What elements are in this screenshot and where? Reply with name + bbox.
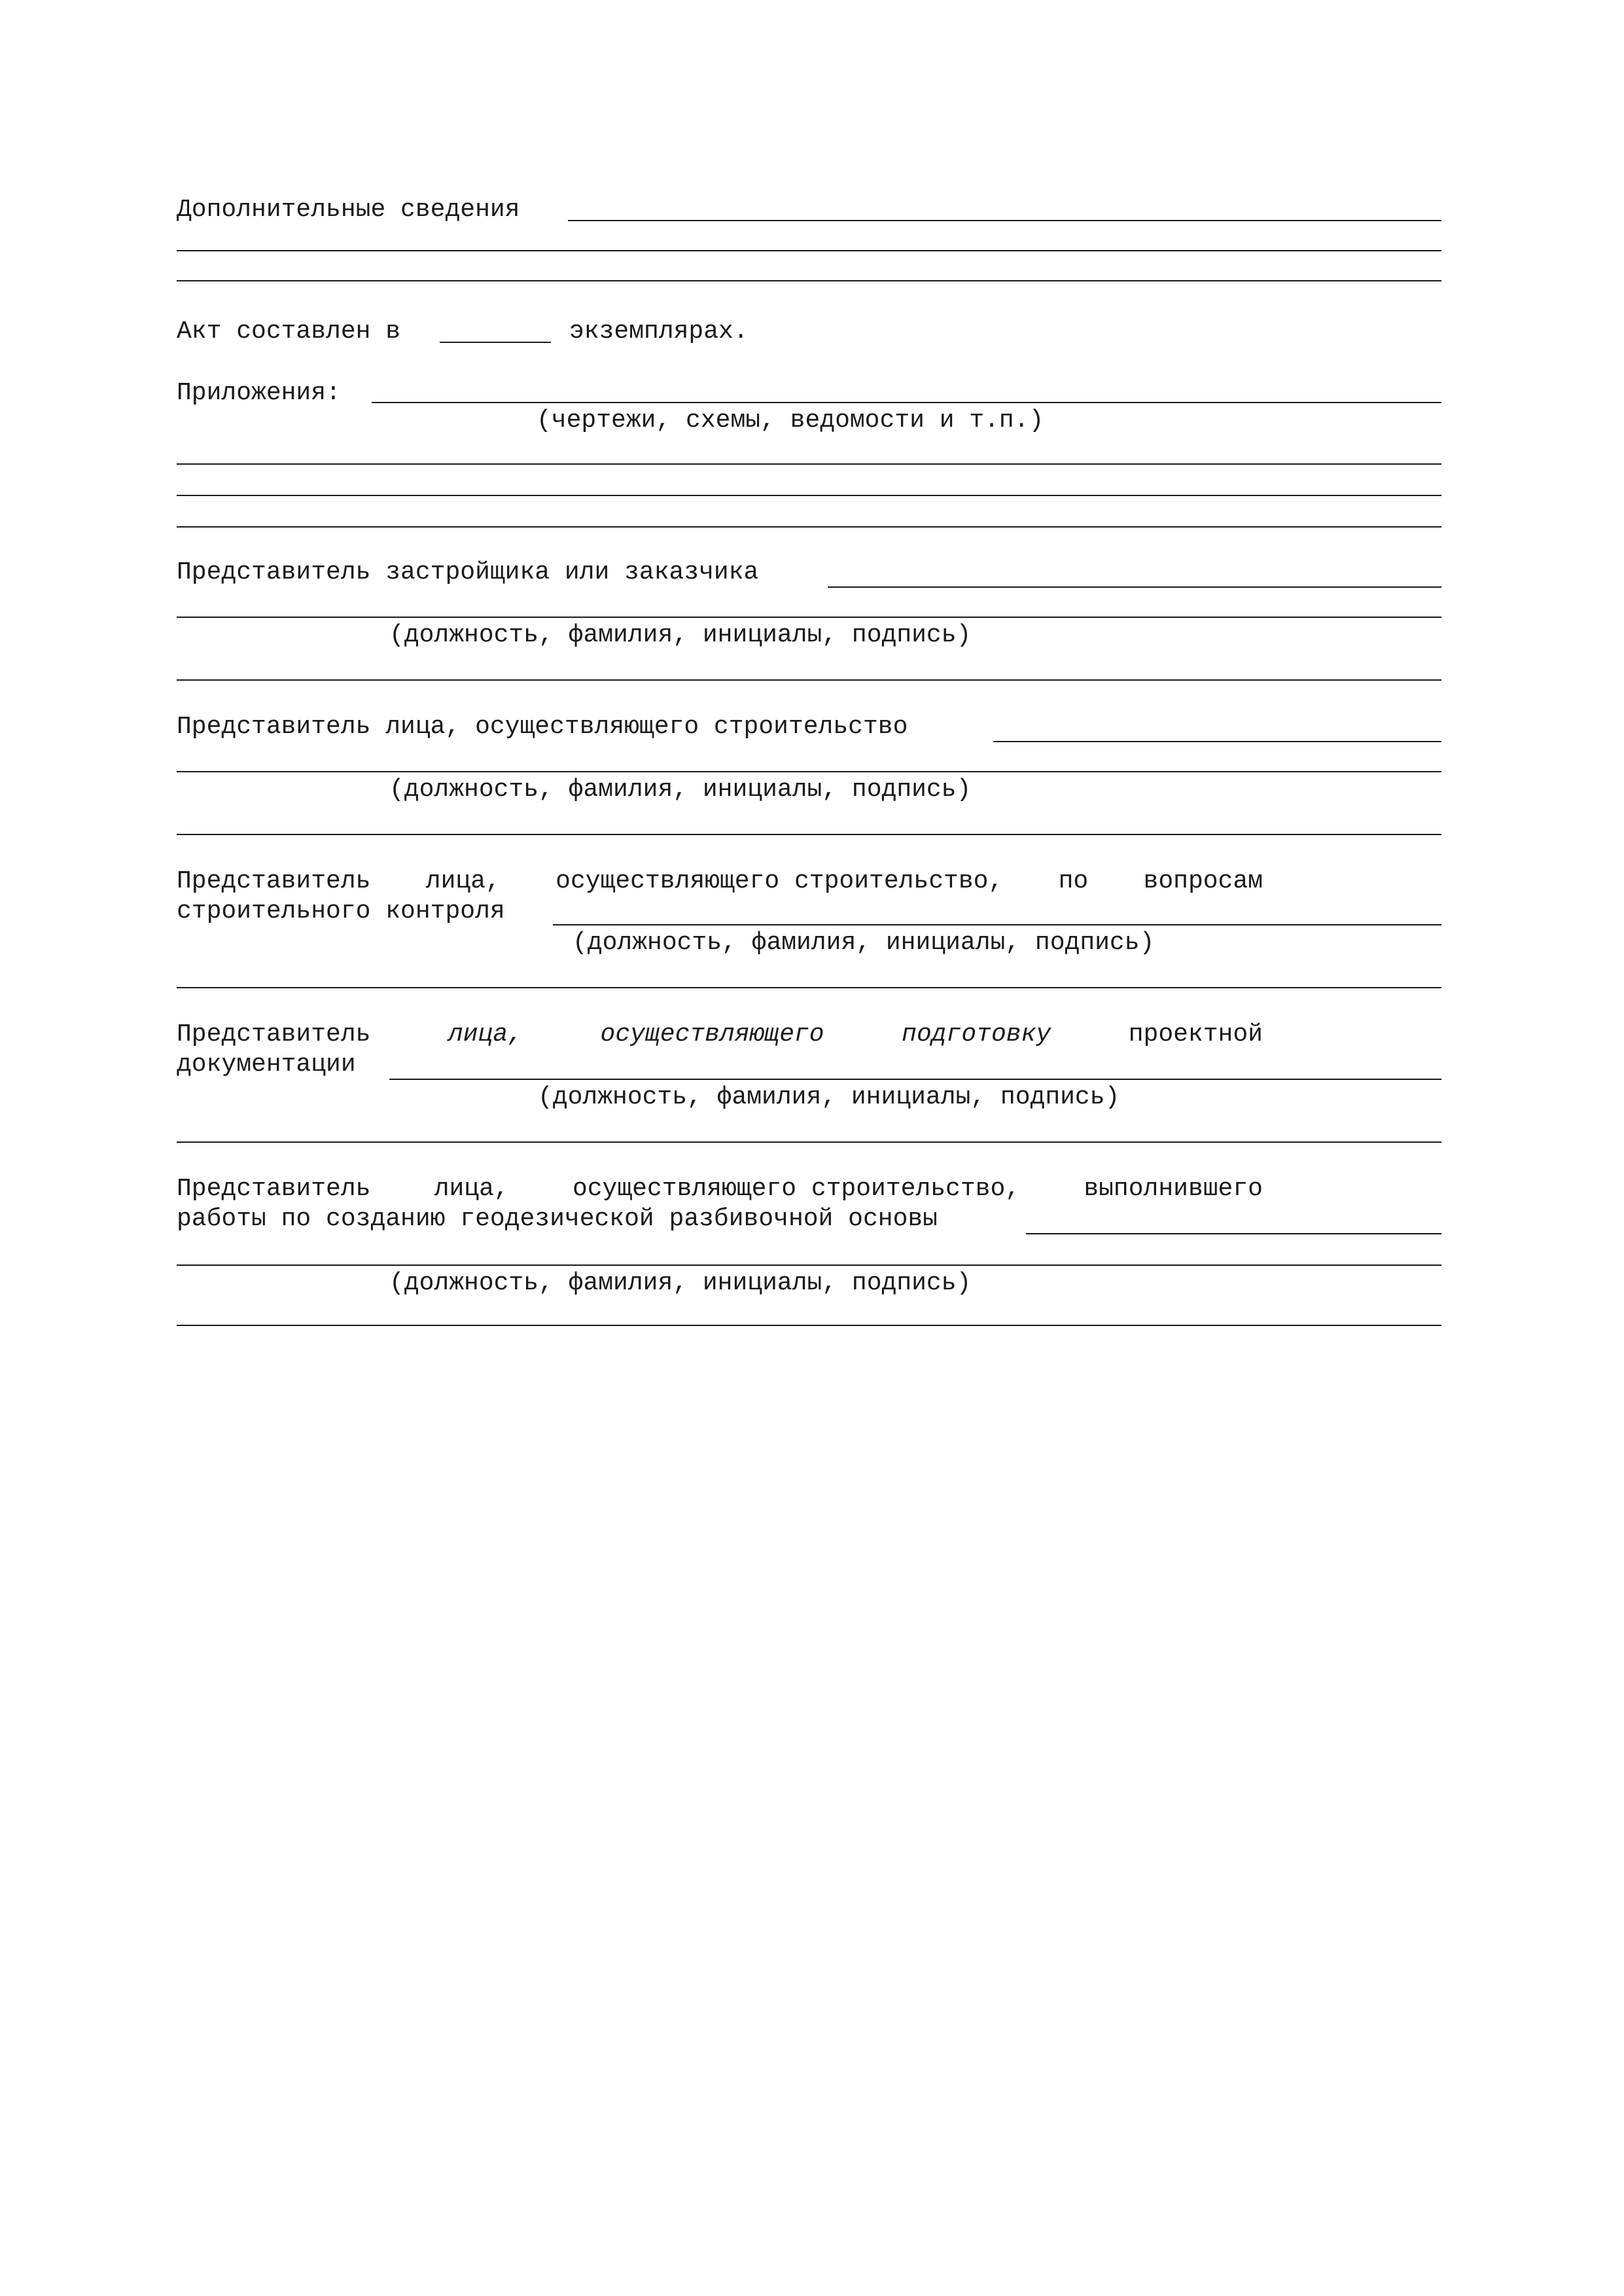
geodesy-rep-field-line-1[interactable] xyxy=(1026,1233,1441,1234)
geodesy-rep-field-line-2[interactable] xyxy=(177,1265,1441,1266)
design-rep-caption: (должность, фамилия, инициалы, подпись) xyxy=(538,1083,1120,1111)
geodesy-rep-heading-line-1 xyxy=(177,1174,1263,1204)
geodesy-rep-word-2: лица, xyxy=(434,1175,509,1203)
control-rep-word-2: лица, xyxy=(425,867,501,895)
additional-info-field-line-3[interactable] xyxy=(177,280,1441,281)
developer-rep-field-line-1[interactable] xyxy=(828,586,1441,588)
control-rep-word-1: Представитель xyxy=(177,867,371,895)
developer-rep-field-line-2[interactable] xyxy=(177,617,1441,618)
builder-rep-field-line-2[interactable] xyxy=(177,771,1441,772)
control-rep-word-4: по xyxy=(1058,867,1089,895)
geodesy-rep-caption: (должность, фамилия, инициалы, подпись) xyxy=(389,1269,972,1297)
copies-text-before: Акт составлен в xyxy=(177,317,401,346)
additional-info-label: Дополнительные сведения xyxy=(177,196,520,224)
geodesy-rep-field-line-3[interactable] xyxy=(177,1325,1441,1326)
developer-rep-field-line-3[interactable] xyxy=(177,679,1441,681)
design-rep-heading-line-2: документации xyxy=(177,1050,356,1079)
builder-rep-field-line-3[interactable] xyxy=(177,834,1441,835)
attachments-caption: (чертежи, схемы, ведомости и т.п.) xyxy=(537,406,1044,435)
builder-rep-label: Представитель лица, осуществляющего строительство xyxy=(177,713,908,741)
control-rep-caption: (должность, фамилия, инициалы, подпись) xyxy=(573,929,1155,957)
geodesy-rep-word-3: осуществляющего строительство, xyxy=(572,1175,1021,1203)
attachments-field-line-4[interactable] xyxy=(177,526,1441,528)
design-rep-word-1: Представитель xyxy=(177,1020,371,1049)
design-rep-field-line-2[interactable] xyxy=(177,1141,1441,1143)
builder-rep-caption: (должность, фамилия, инициалы, подпись) xyxy=(389,776,972,804)
design-rep-heading-line-1 xyxy=(177,1020,1263,1050)
design-rep-word-3: осуществляющего xyxy=(600,1020,824,1049)
control-rep-word-3: осуществляющего строительство, xyxy=(556,867,1004,895)
control-rep-word-5: вопросам xyxy=(1143,867,1263,895)
copies-count-field[interactable] xyxy=(440,342,551,343)
control-rep-field-line-1[interactable] xyxy=(553,924,1441,925)
design-rep-field-line-1[interactable] xyxy=(389,1079,1441,1080)
attachments-label: Приложения: xyxy=(177,379,341,407)
control-rep-field-line-2[interactable] xyxy=(177,987,1441,988)
design-rep-word-2: лица, xyxy=(448,1020,523,1049)
geodesy-rep-word-1: Представитель xyxy=(177,1175,371,1203)
attachments-field-line-3[interactable] xyxy=(177,495,1441,496)
design-rep-word-5: проектной xyxy=(1128,1020,1263,1049)
developer-rep-caption: (должность, фамилия, инициалы, подпись) xyxy=(389,621,972,649)
geodesy-rep-heading-line-2: работы по созданию геодезической разбивочной основы xyxy=(177,1205,938,1233)
control-rep-heading-line-1 xyxy=(177,867,1263,897)
attachments-field-line-2[interactable] xyxy=(177,463,1441,465)
control-rep-heading-line-2: строительного контроля xyxy=(177,897,505,925)
builder-rep-field-line-1[interactable] xyxy=(993,741,1441,742)
attachments-field-line-1[interactable] xyxy=(372,402,1441,403)
additional-info-field-line-2[interactable] xyxy=(177,250,1441,251)
additional-info-field-line-1[interactable] xyxy=(568,220,1441,221)
geodesy-rep-word-4: выполнившего xyxy=(1084,1175,1263,1203)
copies-text-after: экземплярах. xyxy=(569,317,749,346)
developer-rep-label: Представитель застройщика или заказчика xyxy=(177,558,759,586)
design-rep-word-4: подготовку xyxy=(902,1020,1051,1049)
